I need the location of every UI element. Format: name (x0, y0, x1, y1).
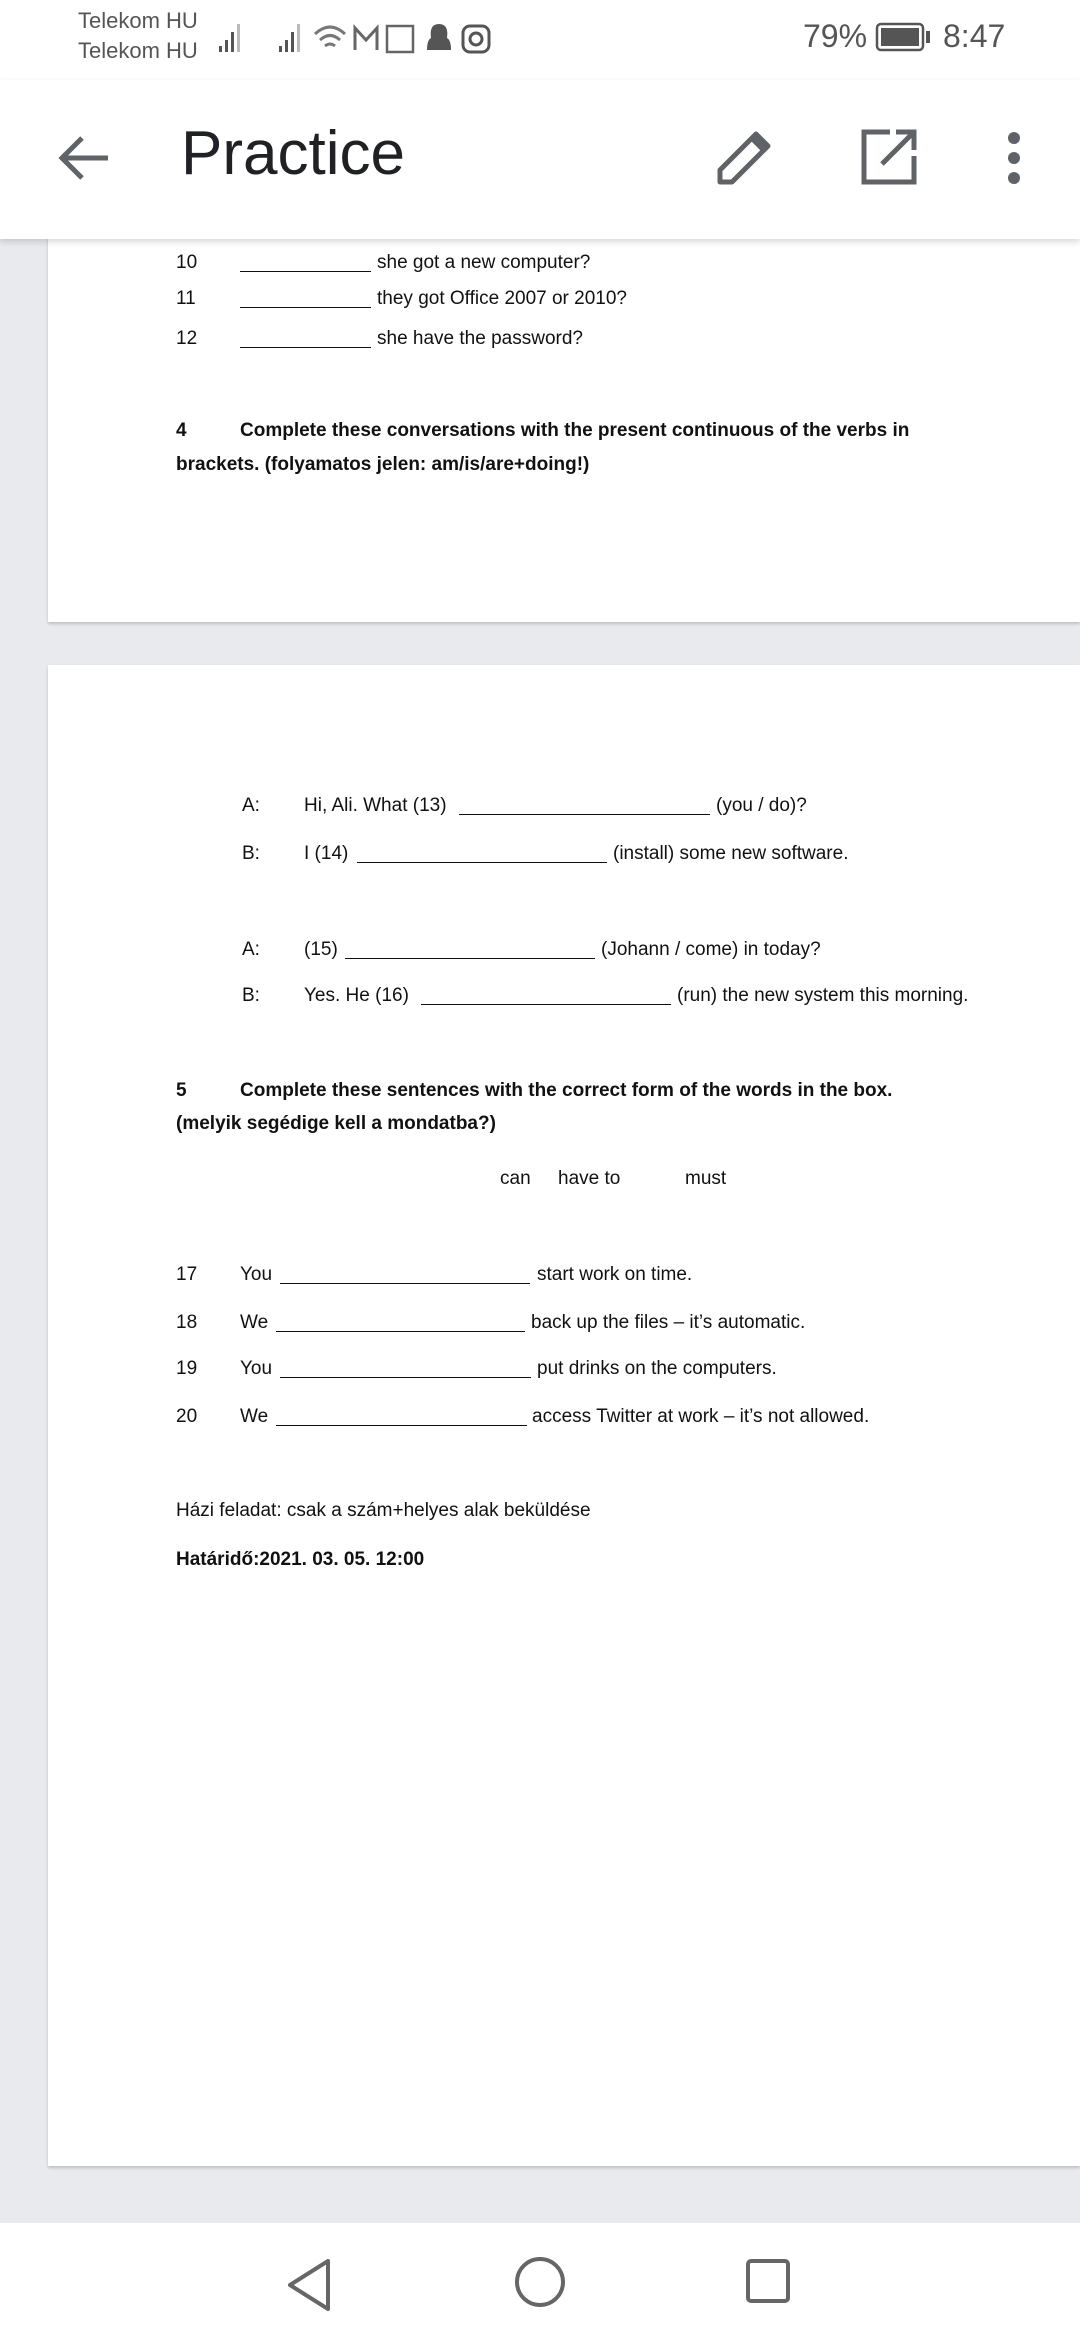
open-external-icon[interactable] (860, 128, 918, 186)
battery-icon (875, 22, 931, 52)
question-text: they got Office 2007 or 2010? (377, 288, 627, 309)
more-options-icon[interactable] (1004, 130, 1024, 186)
home-circle-icon[interactable] (513, 2255, 567, 2309)
question-number: 17 (176, 1264, 198, 1285)
signal-icon (219, 24, 240, 52)
question-number: 20 (176, 1406, 198, 1427)
sentence-text: access Twitter at work – it’s not allowed. (532, 1406, 870, 1427)
dialog-text: (Johann / come) in today? (601, 939, 821, 960)
sentence-subject: You (240, 1358, 273, 1379)
answer-blank (280, 1264, 530, 1284)
dialog-text: (run) the new system this morning. (677, 985, 969, 1006)
signal-icon (279, 24, 300, 52)
exercise-instruction: (melyik segédige kell a mondatba?) (176, 1113, 496, 1134)
answer-blank (421, 985, 671, 1005)
question-number: 10 (176, 252, 198, 273)
answer-blank (345, 939, 595, 959)
question-text: she have the password? (377, 328, 583, 349)
document-page-2 (48, 665, 1080, 2166)
exercise-number: 5 (176, 1080, 187, 1101)
dialog-text: (15) (304, 939, 338, 960)
exercise-instruction: brackets. (folyamatos jelen: am/is/are+doing!) (176, 454, 590, 475)
sentence-text: back up the files – it’s automatic. (531, 1312, 806, 1333)
sentence-text: put drinks on the computers. (537, 1358, 777, 1379)
word-box-item: must (685, 1168, 727, 1189)
sentence-text: start work on time. (537, 1264, 693, 1285)
question-number: 19 (176, 1358, 198, 1379)
carrier-1: Telekom HU (78, 8, 198, 33)
dialog-text: Hi, Ali. What (13) (304, 795, 447, 816)
carrier-2: Telekom HU (78, 38, 198, 63)
exercise-instruction: Complete these conversations with the present continuous of the verbs in (240, 420, 910, 441)
speaker-label: A: (242, 939, 260, 960)
exercise-number: 4 (176, 420, 187, 441)
status-bar (0, 0, 1080, 80)
battery-percent: 79% (803, 18, 868, 54)
classroom-icon (387, 26, 413, 52)
snapchat-icon (427, 24, 451, 50)
sentence-subject: We (240, 1406, 269, 1427)
navigation-bar (0, 2223, 1080, 2340)
answer-blank (276, 1312, 525, 1332)
app-bar (0, 80, 1080, 239)
exercise-instruction: Complete these sentences with the correct form of the words in the box. (240, 1080, 893, 1101)
deadline-note: Határidő:2021. 03. 05. 12:00 (176, 1549, 425, 1570)
back-triangle-icon[interactable] (284, 2257, 334, 2313)
answer-blank (280, 1358, 531, 1378)
answer-blank (459, 795, 710, 815)
document-page-1 (48, 180, 1080, 622)
question-number: 12 (176, 328, 198, 349)
document-title: Practice (181, 119, 405, 188)
question-number: 11 (176, 288, 196, 309)
speaker-label: B: (242, 843, 260, 864)
sentence-subject: We (240, 1312, 269, 1333)
speaker-label: B: (242, 985, 260, 1006)
speaker-label: A: (242, 795, 260, 816)
wifi-icon (315, 27, 345, 46)
gmail-icon (355, 28, 377, 50)
answer-blank (240, 288, 371, 308)
answer-blank (240, 328, 371, 348)
clock: 8:47 (943, 18, 1006, 54)
edit-pencil-icon[interactable] (712, 126, 774, 188)
dialog-text: (you / do)? (716, 795, 807, 816)
question-number: 18 (176, 1312, 198, 1333)
homework-note: Házi feladat: csak a szám+helyes alak beküldése (176, 1500, 591, 1521)
dialog-text: (install) some new software. (613, 843, 849, 864)
instagram-icon (463, 26, 489, 52)
answer-blank (240, 252, 371, 272)
sentence-subject: You (240, 1264, 273, 1285)
back-arrow-icon[interactable] (56, 130, 112, 186)
dialog-text: Yes. He (16) (304, 985, 409, 1006)
answer-blank (276, 1406, 527, 1426)
status-icons (215, 20, 525, 56)
word-box-item: have to (558, 1168, 621, 1189)
word-box-item: can (500, 1168, 531, 1189)
recents-square-icon[interactable] (744, 2257, 792, 2305)
answer-blank (357, 843, 607, 863)
dialog-text: I (14) (304, 843, 349, 864)
question-text: she got a new computer? (377, 252, 591, 273)
